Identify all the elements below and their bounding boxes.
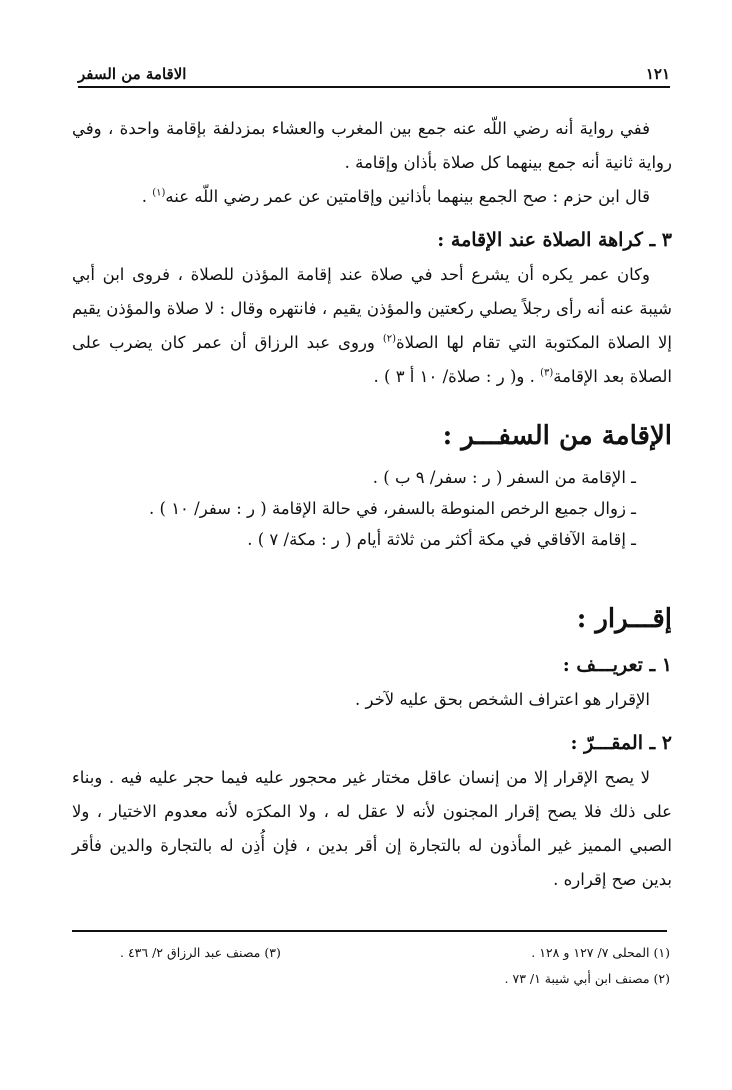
- paragraph-ibn-hazm: [72, 180, 672, 214]
- paragraph-karaha: [72, 258, 672, 394]
- heading-tarif: ١ ـ تعريـــف :: [562, 654, 672, 676]
- footnote-ref-2[interactable]: (٢): [382, 333, 397, 345]
- footnote-ref-1[interactable]: (١): [152, 187, 166, 199]
- page-number: ١٢١: [645, 65, 670, 83]
- footnotes-left-column: [120, 940, 281, 992]
- page-header: [78, 58, 670, 88]
- karaha-text-a: وكان عمر يكره أن يشرع أحد في صلاة عند إقامة المؤذن للصلاة ، فروى ابن أبي شيبة عنه أنه رأى رجلاً يصلي ركعتين والمؤذن يقيم ، فانتهره وقال : لا صلاة والمؤذن يقيم إلا الصلاة المكتوبة التي تقام لها الصلاة: [72, 265, 672, 352]
- ibn-hazm-text: قال ابن حزم : صح الجمع بينهما بأذانين وإقامتين عن عمر رضي اللّه عنه: [165, 187, 650, 206]
- paragraph-tarif: الإقرار هو اعتراف الشخص بحق عليه لآخر .: [355, 690, 650, 709]
- heading-muqirr: ٢ ـ المقـــرّ :: [570, 732, 672, 754]
- list-item: ـ زوال جميع الرخص المنوطة بالسفر، في حالة الإقامة ( ر : سفر/ ١٠ ) .: [149, 499, 636, 518]
- ibn-hazm-end: .: [141, 187, 153, 206]
- footnotes-right-column: [505, 940, 670, 992]
- footnote-2: (٢) مصنف ابن أبي شيبة ١/ ٧٣ .: [504, 971, 670, 986]
- list-item: ـ إقامة الآفاقي في مكة أكثر من ثلاثة أيام ( ر : مكة/ ٧ ) .: [247, 530, 636, 549]
- footnote-3: (٣) مصنف عبد الرزاق ٢/ ٤٣٦ .: [120, 945, 281, 960]
- main-text: [72, 112, 672, 897]
- footnote-divider: [72, 930, 667, 932]
- heading-karaha: ٣ ـ كراهة الصلاة عند الإقامة :: [437, 229, 672, 251]
- karaha-text-c: . و( ر : صلاة/ ١٠ أ ٣ ) .: [373, 367, 541, 386]
- paragraph-jam-riwaya: ففي رواية أنه رضي اللّه عنه جمع بين المغرب والعشاء بمزدلفة بإقامة واحدة ، وفي رواية ثانية أنه جمع بينهما كل صلاة بأذان وإقامة .: [72, 119, 672, 172]
- list-item: ـ الإقامة من السفر ( ر : سفر/ ٩ ب ) .: [372, 468, 636, 487]
- footnote-ref-3[interactable]: (٣): [540, 367, 554, 379]
- heading-iqama-safar: الإقامة من السفـــر :: [442, 421, 672, 451]
- footnotes: [120, 940, 670, 992]
- karaha-text-b: وروى عبد الرزاق أن عمر كان يضرب على الصلاة بعد الإقامة: [72, 333, 672, 386]
- heading-iqrar: إقـــرار :: [576, 604, 672, 634]
- paragraph-muqirr: لا يصح الإقرار إلا من إنسان عاقل مختار غير محجور عليه فيما حجر عليه فيه . وبناء على ذلك فلا يصح إقرار المجنون لأنه لا عقل له ، ولا المكرَه لأنه معدوم الاختيار ، ولا الصبي المميز غير المأذون له بالتجارة إن أقر بدين ، فإن أُذِن له بالتجارة والدين فأقر بدين صح إقراره .: [72, 768, 672, 889]
- footnote-1: (١) المحلى ٧/ ١٢٧ و ١٢٨ .: [531, 945, 670, 960]
- running-title: الاقامة من السفر: [78, 65, 187, 83]
